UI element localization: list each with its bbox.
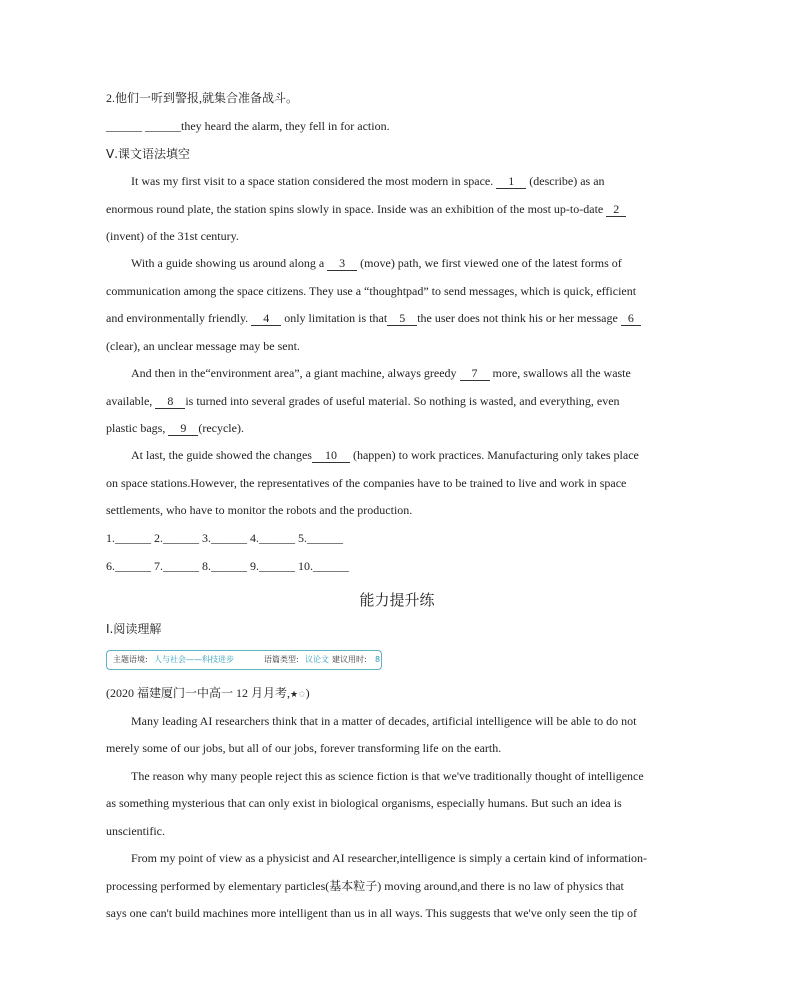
blank-2: 2 [606,203,626,217]
passage-line [131,365,686,381]
source-line [106,685,686,702]
passage-text: available, [106,394,156,408]
passage-text: enormous round plate, the station spins slowly in space. Inside was an exhibition of the most up-to-date [106,202,607,216]
passage-text: And then in the“environment area”, a giant machine, always greedy [131,366,460,380]
passage-info-bar [106,650,382,670]
difficulty-star-icon: ★ [290,689,299,699]
reading-line: processing performed by elementary particles(基本粒子) moving around,and there is no law of physics that [106,879,624,893]
passage-line [106,393,686,409]
section-title-reading: Ⅰ.阅读理解 [106,622,162,636]
passage-text: (happen) to work practices. Manufacturing only takes place [349,448,639,462]
blank-9: 9 [168,422,198,436]
blank-10: 10 [312,449,350,463]
source-text: (2020 福建厦门一中高一 12 月月考, [106,686,290,700]
passage-text: (describe) as an [526,174,605,188]
blank-7: 7 [460,367,490,381]
passage-line [106,228,686,244]
reading-line: unscientific. [106,824,165,838]
time-value: 8 [375,655,381,664]
passage-text: (invent) of the 31st century. [106,229,239,243]
passage-text: more, swallows all the waste [489,366,631,380]
passage-text: plastic bags, [106,421,169,435]
reading-line: as something mysterious that can only exist in biological organisms, especially humans. But such an idea is [106,796,622,810]
passage-line [106,201,686,217]
passage-text: (clear), an unclear message may be sent. [106,339,300,353]
reading-line: says one can't build machines more intelligent than us in all ways. This suggests that we've only seen the tip of [106,906,637,920]
passage-text: (move) path, we first viewed one of the latest forms of [357,256,622,270]
blank-6: 6 [621,312,641,326]
question-chinese-text: 2.他们一听到警报,就集合准备战斗。 [106,91,299,105]
reading-line: The reason why many people reject this as science fiction is that we've traditionally thought of intelligence [131,769,644,783]
theme-label: 主题语境: [113,655,148,664]
answer-sentence-rest: they heard the alarm, they fell in for action. [181,119,390,133]
theme-value: 人与社会——科技进步 [154,655,234,664]
answer-blank-2: ______ [145,119,181,133]
passage-text: only limitation is that [281,311,388,325]
passage-line [106,420,686,436]
passage-text: on space stations.However, the representatives of the companies have to be trained to live and work in space [106,476,627,490]
reading-line: From my point of view as a physicist and AI researcher,intelligence is simply a certain kind of information- [131,851,648,865]
source-end: ) [305,686,310,700]
translation-answer-line [106,118,686,134]
passage-line [131,447,686,463]
reading-line: merely some of our jobs, but all of our jobs, forever transforming life on the earth. [106,741,502,755]
blank-1: 1 [496,175,526,189]
difficulty-star-empty-icon: ✩ [298,689,306,699]
passage-text: communication among the space citizens. They use a “thoughtpad” to send messages, which is quick, efficient [106,284,637,298]
blank-3: 3 [327,257,357,271]
passage-text: (recycle). [198,421,244,435]
passage-text: At last, the guide showed the changes [131,448,312,462]
passage-line [106,310,686,326]
answer-blank-1: ______ [106,119,142,133]
passage-line [106,283,686,299]
translation-question-2 [106,90,686,106]
answer-row-1: 1.______ 2.______ 3.______ 4.______ 5.______ [106,531,343,545]
type-label: 语篇类型: [264,655,299,664]
passage-text: It was my first visit to a space station considered the most modern in space. [131,174,497,188]
passage-text: settlements, who have to monitor the robots and the production. [106,503,413,517]
passage-line [106,502,686,518]
passage-text: is turned into several grades of useful material. So nothing is wasted, and everything, even [185,394,620,408]
blank-8: 8 [155,395,185,409]
passage-line [106,338,686,354]
passage-line [131,173,686,189]
passage-text: the user does not think his or her message [417,311,621,325]
passage-text: With a guide showing us around along a [131,256,328,270]
passage-line [106,475,686,491]
time-label: 建议用时: [332,655,367,664]
section-heading: 能力提升练 [359,591,435,609]
reading-line: Many leading AI researchers think that in a matter of decades, artificial intelligence will be able to do not [131,714,637,728]
answer-row-2: 6.______ 7.______ 8.______ 9.______ 10.______ [106,559,349,573]
section-title-grammar-fill: Ⅴ.课文语法填空 [106,147,191,161]
passage-line [131,255,686,271]
passage-text: and environmentally friendly. [106,311,252,325]
blank-5: 5 [387,312,417,326]
blank-4: 4 [251,312,281,326]
type-value: 议论文 [305,655,329,664]
